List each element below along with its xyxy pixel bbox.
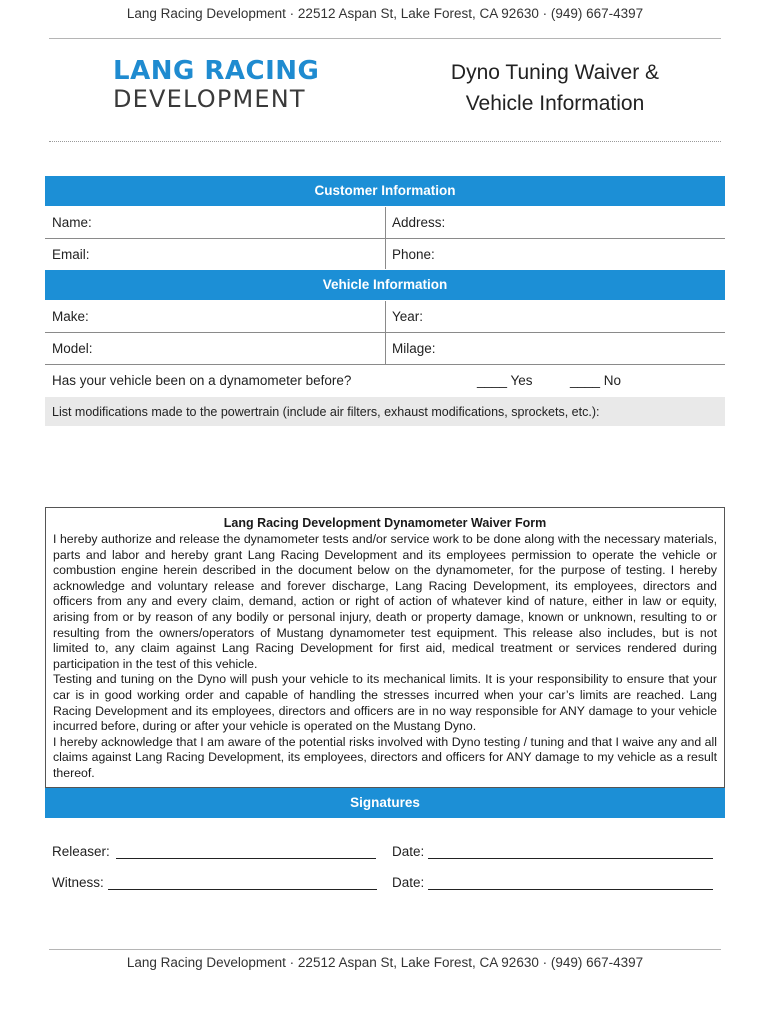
waiver-box bbox=[45, 507, 725, 788]
year-label: Year: bbox=[392, 309, 424, 324]
dyno-question: Has your vehicle been on a dynamometer before? bbox=[52, 373, 352, 388]
footer-contact-line: Lang Racing Development · 22512 Aspan St, Lake Forest, CA 92630 · (949) 667-4397 bbox=[126, 955, 644, 970]
document-title bbox=[400, 57, 710, 119]
customer-info-heading: Customer Information bbox=[45, 176, 725, 206]
address-label: Address: bbox=[392, 215, 446, 230]
document-title-line-1: Dyno Tuning Waiver & bbox=[450, 61, 660, 84]
column-divider bbox=[385, 207, 386, 269]
dyno-no-option[interactable]: ____ No bbox=[570, 373, 622, 388]
name-field[interactable] bbox=[45, 207, 385, 238]
year-field[interactable] bbox=[385, 301, 725, 332]
company-logo bbox=[113, 57, 323, 113]
waiver-paragraph-1: I hereby authorize and release the dynamometer tests and/or service work to be done along with the necessary materials, parts and labor and hereby grant Lang Racing Development and its employees permission to operate the vehicle or combustion engine herein described in the document below on the dynamometer, for the purpose of testing. I hereby acknowledge and voluntary release and forever discharge, Lang Racing Development, its employees, directors and officers from any and every claim, demand, action or right of action of whatever kind of nature, either in law or equity, arising from or by reason of any bodily or personal injury, death or property damage, known or unknown, resulting to or resulting from the owners/operators of Mustang dynamometer test equipment. This release also includes, but is not limited to, any claim against Lang Racing Development for first aid, medical treatment or services rendered during participation in the test of this vehicle. bbox=[53, 532, 717, 671]
name-label: Name: bbox=[52, 215, 92, 230]
document-title-line-2: Vehicle Information bbox=[465, 92, 645, 115]
waiver-paragraph-2: Testing and tuning on the Dyno will push your vehicle to its mechanical limits. It is your responsibility to ensure that your car is in good working order and capable of handling the stresses incurred when your car’s limits are reached. Lang Racing Development and its employees, directors and officers are in no way responsible for ANY damage to your vehicle incurred before, during or after your vehicle is operated on the Mustang Dyno. bbox=[53, 672, 717, 734]
waiver-paragraph-3: I hereby acknowledge that I am aware of the potential risks involved with Dyno testing / tuning and that I waive any and all claims against Lang Racing Development, its employees, directors and officers for ANY damage to my vehicle as a result thereof. bbox=[53, 734, 717, 780]
milage-label: Milage: bbox=[392, 341, 436, 356]
releaser-signature-line[interactable] bbox=[116, 858, 376, 859]
email-field[interactable] bbox=[45, 239, 385, 269]
logo-line-2: DEVELOPMENT bbox=[113, 85, 306, 113]
milage-field[interactable] bbox=[385, 333, 725, 364]
make-label: Make: bbox=[52, 309, 89, 324]
witness-date-line[interactable] bbox=[428, 889, 713, 890]
waiver-title: Lang Racing Development Dynamometer Waiver Form bbox=[223, 516, 547, 530]
model-label: Model: bbox=[52, 341, 93, 356]
releaser-label: Releaser: bbox=[52, 844, 110, 859]
modifications-entry-area[interactable] bbox=[45, 427, 725, 497]
make-field[interactable] bbox=[45, 301, 385, 332]
header-divider bbox=[49, 38, 721, 39]
email-label: Email: bbox=[52, 246, 90, 262]
witness-date-label: Date: bbox=[392, 875, 425, 890]
column-divider bbox=[385, 301, 386, 364]
logo-line-1: LANG RACING bbox=[113, 56, 320, 86]
releaser-date-label: Date: bbox=[392, 844, 425, 859]
dyno-yes-option[interactable]: ____ Yes bbox=[477, 373, 533, 388]
witness-signature-line[interactable] bbox=[108, 889, 377, 890]
footer-divider bbox=[49, 949, 721, 950]
phone-field[interactable] bbox=[385, 239, 725, 269]
model-field[interactable] bbox=[45, 333, 385, 364]
address-field[interactable] bbox=[385, 207, 725, 238]
modifications-prompt: List modifications made to the powertrain (include air filters, exhaust modifications, sprockets, etc.): bbox=[45, 397, 725, 426]
header-contact-line: Lang Racing Development · 22512 Aspan St, Lake Forest, CA 92630 · (949) 667-4397 bbox=[126, 6, 644, 21]
witness-label: Witness: bbox=[52, 875, 104, 890]
phone-label: Phone: bbox=[392, 246, 435, 262]
signatures-heading: Signatures bbox=[45, 788, 725, 818]
vehicle-info-heading: Vehicle Information bbox=[45, 270, 725, 300]
title-divider bbox=[49, 141, 721, 142]
releaser-date-line[interactable] bbox=[428, 858, 713, 859]
